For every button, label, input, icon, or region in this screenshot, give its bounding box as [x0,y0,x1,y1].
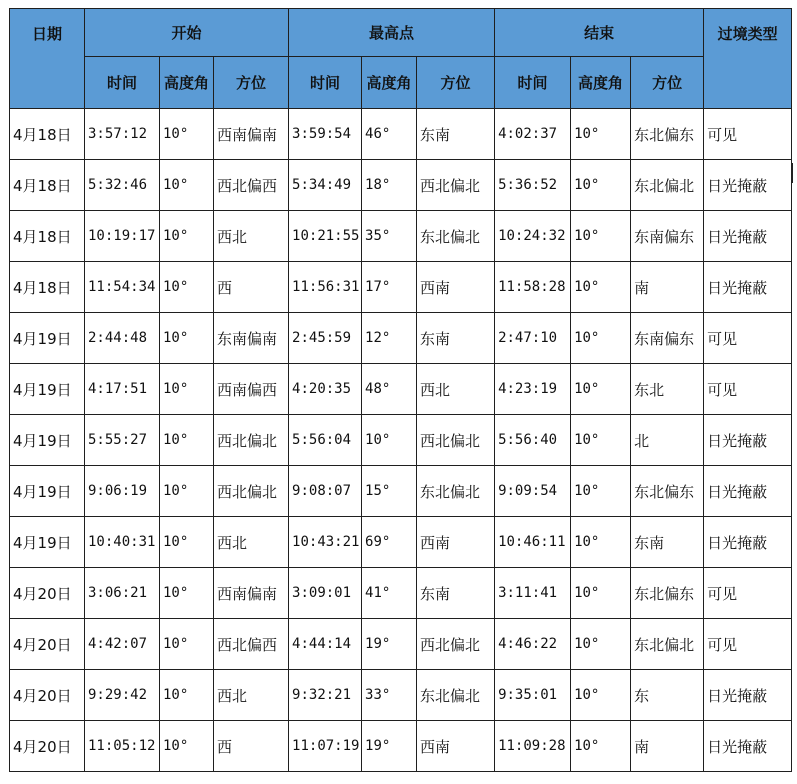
date-cell: 4月20日 [10,619,85,670]
peak-time-cell: 11:07:19 [289,721,362,772]
date-cell: 4月19日 [10,466,85,517]
peak-elevation-cell: 41° [362,568,417,619]
peak-azimuth-cell: 东南 [417,109,495,160]
end-elevation-cell: 10° [571,568,631,619]
text-cursor [791,163,793,183]
header-end: 结束 [495,9,704,57]
header-start: 开始 [85,9,289,57]
pass-type-cell: 可见 [704,568,792,619]
peak-azimuth-cell: 东北偏北 [417,670,495,721]
pass-type-cell: 日光掩蔽 [704,211,792,262]
start-azimuth-cell: 东南偏南 [214,313,289,364]
peak-elevation-cell: 10° [362,415,417,466]
end-elevation-cell: 10° [571,721,631,772]
start-elevation-cell: 10° [160,262,214,313]
header-start-azimuth: 方位 [214,57,289,109]
pass-type-cell: 日光掩蔽 [704,517,792,568]
start-azimuth-cell: 西 [214,262,289,313]
start-elevation-cell: 10° [160,721,214,772]
end-elevation-cell: 10° [571,415,631,466]
end-azimuth-cell: 东 [631,670,704,721]
start-azimuth-cell: 西北 [214,211,289,262]
start-time-cell: 4:17:51 [85,364,160,415]
pass-type-cell: 日光掩蔽 [704,721,792,772]
table-row [10,262,792,313]
end-azimuth-cell: 东北偏北 [631,619,704,670]
start-time-cell: 11:05:12 [85,721,160,772]
date-cell: 4月19日 [10,313,85,364]
end-elevation-cell: 10° [571,211,631,262]
table-row [10,109,792,160]
table-row [10,517,792,568]
end-azimuth-cell: 东南偏东 [631,313,704,364]
peak-azimuth-cell: 东北偏北 [417,466,495,517]
table-body [10,109,792,772]
peak-elevation-cell: 46° [362,109,417,160]
start-time-cell: 2:44:48 [85,313,160,364]
pass-type-cell: 可见 [704,364,792,415]
peak-elevation-cell: 19° [362,619,417,670]
start-elevation-cell: 10° [160,109,214,160]
peak-time-cell: 4:44:14 [289,619,362,670]
peak-time-cell: 9:32:21 [289,670,362,721]
start-elevation-cell: 10° [160,364,214,415]
peak-time-cell: 3:59:54 [289,109,362,160]
start-time-cell: 3:57:12 [85,109,160,160]
header-peak-time: 时间 [289,57,362,109]
end-time-cell: 4:46:22 [495,619,571,670]
start-elevation-cell: 10° [160,415,214,466]
peak-time-cell: 10:21:55 [289,211,362,262]
table-row [10,160,792,211]
start-azimuth-cell: 西北偏北 [214,466,289,517]
start-azimuth-cell: 西南偏南 [214,109,289,160]
header-start-elevation: 高度角 [160,57,214,109]
start-azimuth-cell: 西北偏北 [214,415,289,466]
pass-type-cell: 日光掩蔽 [704,262,792,313]
pass-type-cell: 日光掩蔽 [704,160,792,211]
table-row [10,670,792,721]
header-row-sub [10,57,792,109]
header-end-azimuth: 方位 [631,57,704,109]
header-peak: 最高点 [289,9,495,57]
end-time-cell: 11:58:28 [495,262,571,313]
end-time-cell: 11:09:28 [495,721,571,772]
date-cell: 4月18日 [10,160,85,211]
pass-type-cell: 日光掩蔽 [704,415,792,466]
start-elevation-cell: 10° [160,670,214,721]
table-row [10,313,792,364]
start-time-cell: 11:54:34 [85,262,160,313]
end-time-cell: 9:09:54 [495,466,571,517]
pass-type-cell: 日光掩蔽 [704,466,792,517]
end-time-cell: 5:36:52 [495,160,571,211]
pass-type-cell: 日光掩蔽 [704,670,792,721]
end-azimuth-cell: 南 [631,262,704,313]
end-azimuth-cell: 北 [631,415,704,466]
start-elevation-cell: 10° [160,517,214,568]
start-time-cell: 9:06:19 [85,466,160,517]
start-time-cell: 4:42:07 [85,619,160,670]
end-elevation-cell: 10° [571,262,631,313]
table-row [10,619,792,670]
peak-elevation-cell: 15° [362,466,417,517]
peak-azimuth-cell: 东南 [417,568,495,619]
end-azimuth-cell: 东南偏东 [631,211,704,262]
start-elevation-cell: 10° [160,313,214,364]
date-cell: 4月20日 [10,670,85,721]
start-elevation-cell: 10° [160,211,214,262]
peak-elevation-cell: 69° [362,517,417,568]
date-cell: 4月19日 [10,415,85,466]
peak-elevation-cell: 35° [362,211,417,262]
end-time-cell: 2:47:10 [495,313,571,364]
start-time-cell: 5:32:46 [85,160,160,211]
date-cell: 4月18日 [10,262,85,313]
start-time-cell: 10:19:17 [85,211,160,262]
peak-time-cell: 3:09:01 [289,568,362,619]
peak-elevation-cell: 19° [362,721,417,772]
table-row [10,211,792,262]
end-azimuth-cell: 东南 [631,517,704,568]
header-peak-azimuth: 方位 [417,57,495,109]
table-row [10,568,792,619]
header-end-time: 时间 [495,57,571,109]
end-azimuth-cell: 东北偏东 [631,568,704,619]
end-azimuth-cell: 东北偏东 [631,466,704,517]
start-elevation-cell: 10° [160,619,214,670]
start-elevation-cell: 10° [160,466,214,517]
date-cell: 4月19日 [10,517,85,568]
peak-time-cell: 9:08:07 [289,466,362,517]
start-azimuth-cell: 西南偏南 [214,568,289,619]
end-time-cell: 10:24:32 [495,211,571,262]
date-cell: 4月19日 [10,364,85,415]
end-time-cell: 4:23:19 [495,364,571,415]
peak-azimuth-cell: 西南 [417,262,495,313]
pass-type-cell: 可见 [704,619,792,670]
peak-elevation-cell: 17° [362,262,417,313]
pass-type-cell: 可见 [704,313,792,364]
header-date: 日期 [10,9,85,109]
end-elevation-cell: 10° [571,670,631,721]
date-cell: 4月18日 [10,109,85,160]
peak-azimuth-cell: 西北 [417,364,495,415]
peak-elevation-cell: 33° [362,670,417,721]
start-azimuth-cell: 西南偏西 [214,364,289,415]
peak-azimuth-cell: 西北偏北 [417,415,495,466]
start-time-cell: 5:55:27 [85,415,160,466]
end-azimuth-cell: 东北 [631,364,704,415]
table-row [10,364,792,415]
pass-schedule-table [9,8,792,772]
start-time-cell: 9:29:42 [85,670,160,721]
peak-time-cell: 4:20:35 [289,364,362,415]
end-azimuth-cell: 东北偏北 [631,160,704,211]
header-pass-type: 过境类型 [704,9,792,109]
peak-elevation-cell: 12° [362,313,417,364]
peak-time-cell: 11:56:31 [289,262,362,313]
table-row [10,466,792,517]
start-azimuth-cell: 西北偏西 [214,619,289,670]
date-cell: 4月18日 [10,211,85,262]
peak-azimuth-cell: 东南 [417,313,495,364]
table-row [10,721,792,772]
end-time-cell: 10:46:11 [495,517,571,568]
peak-azimuth-cell: 西南 [417,517,495,568]
peak-time-cell: 5:56:04 [289,415,362,466]
peak-azimuth-cell: 西北偏北 [417,160,495,211]
start-time-cell: 3:06:21 [85,568,160,619]
end-azimuth-cell: 南 [631,721,704,772]
end-time-cell: 4:02:37 [495,109,571,160]
peak-time-cell: 10:43:21 [289,517,362,568]
peak-elevation-cell: 48° [362,364,417,415]
start-elevation-cell: 10° [160,568,214,619]
peak-azimuth-cell: 东北偏北 [417,211,495,262]
start-elevation-cell: 10° [160,160,214,211]
end-elevation-cell: 10° [571,364,631,415]
end-time-cell: 5:56:40 [495,415,571,466]
end-time-cell: 9:35:01 [495,670,571,721]
header-start-time: 时间 [85,57,160,109]
start-azimuth-cell: 西北 [214,517,289,568]
peak-azimuth-cell: 西北偏北 [417,619,495,670]
table-row [10,415,792,466]
peak-time-cell: 5:34:49 [289,160,362,211]
end-elevation-cell: 10° [571,160,631,211]
end-azimuth-cell: 东北偏东 [631,109,704,160]
peak-elevation-cell: 18° [362,160,417,211]
date-cell: 4月20日 [10,568,85,619]
date-cell: 4月20日 [10,721,85,772]
pass-type-cell: 可见 [704,109,792,160]
start-time-cell: 10:40:31 [85,517,160,568]
header-peak-elevation: 高度角 [362,57,417,109]
end-time-cell: 3:11:41 [495,568,571,619]
start-azimuth-cell: 西北偏西 [214,160,289,211]
end-elevation-cell: 10° [571,466,631,517]
end-elevation-cell: 10° [571,619,631,670]
end-elevation-cell: 10° [571,313,631,364]
end-elevation-cell: 10° [571,109,631,160]
header-row-groups [10,9,792,57]
header-end-elevation: 高度角 [571,57,631,109]
peak-azimuth-cell: 西南 [417,721,495,772]
start-azimuth-cell: 西北 [214,670,289,721]
end-elevation-cell: 10° [571,517,631,568]
peak-time-cell: 2:45:59 [289,313,362,364]
start-azimuth-cell: 西 [214,721,289,772]
